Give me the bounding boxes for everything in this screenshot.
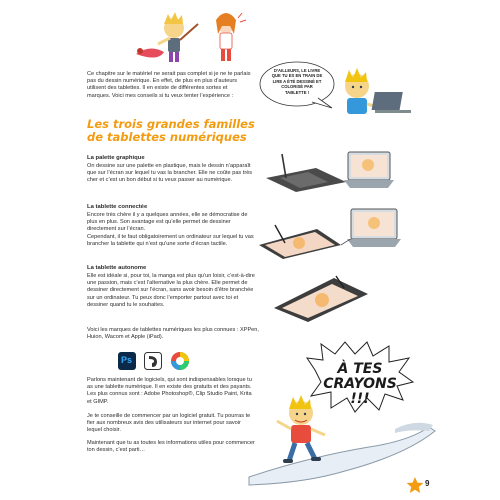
palette-text: On dessine sur une palette en plastique, mais le dessin n’apparaît que sur l’écran sur lequel tu vas la brancher. Elle ne coûte pas très cher et c’est un bon début si tu veux passer au numérique. xyxy=(87,163,253,184)
connectee-title: La tablette connectée xyxy=(87,204,148,210)
advice-text: Je te conseille de commencer par un logiciel gratuit. Tu pourras te fier aux nombreux avis des utilisateurs sur internet pour savoir lequel choisir. xyxy=(87,413,251,434)
crayons-bubble-text: À TES CRAYONS !!! xyxy=(323,361,397,407)
top-characters-illustration xyxy=(130,8,260,73)
krita-icon xyxy=(170,351,190,371)
section-title-line-1: Les trois grandes familles xyxy=(87,117,255,131)
software-text: Parlons maintenant de logiciels, qui sont indispensables lorsque tu as une tablette numérique. Il en existe des gratuits et des payants. Les plus connus sont : Adobe Photoshop®, Clip Studio Paint, Krita et GIMP. xyxy=(87,377,252,405)
section-title-line-2: de tablettes numériques xyxy=(87,130,247,144)
connected-tablet-illustration xyxy=(255,205,405,260)
closing-text: Maintenant que tu as toutes les informations utiles pour commencer ton dessin, c’est parti… xyxy=(87,440,255,454)
page-number-badge xyxy=(406,476,434,496)
star-icon xyxy=(406,476,424,494)
graphic-tablet-illustration xyxy=(262,148,402,198)
palette-title: La palette graphique xyxy=(87,155,145,161)
boy-with-laptop-illustration xyxy=(335,68,415,123)
autonome-text: Elle est idéale si, pour toi, la manga est plus qu’un loisir, c’est-à-dire une passion, mais c’est l’alternative la plus chère. Elle permet de dessiner directement sur l’écran, sans avoir besoin d’être branchée sur un ordinateur. Tu peux donc l’emporter partout avec toi et dessiner quand tu le souhaites. xyxy=(87,273,255,308)
speech-bubble-text: D’AILLEURS, LE LIVRE QUE TU ES EN TRAIN DE LIRE A ÉTÉ DESSINÉ ET COLORISÉ PAR TABLETTE ! xyxy=(271,68,323,95)
software-icons xyxy=(118,350,198,372)
autonome-title: La tablette autonome xyxy=(87,265,147,271)
speech-bubble xyxy=(258,60,336,112)
section-title xyxy=(87,118,267,144)
connectee-text-1: Encore très chère il y a quelques années, elle se démocratise de plus en plus. Son avantage est qu’elle permet de dessiner directement sur l’écran. xyxy=(87,212,248,233)
intro-paragraph: Ce chapitre sur le matériel ne serait pas complet si je ne te parlais pas du dessin numérique. En effet, de plus en plus d’auteurs utilisent des tablettes. Il en existe de différentes sortes et marques. Voici mes conseils si tu veux tenter l’expérience : xyxy=(87,71,251,99)
photoshop-icon: Ps xyxy=(118,352,136,370)
standalone-tablet-illustration xyxy=(268,268,378,323)
clip-studio-icon xyxy=(144,352,162,370)
connectee-text-2: Cependant, il te faut obligatoirement un ordinateur sur lequel tu vas brancher la tablette qui n’est qu’une sorte d’écran tactile. xyxy=(87,234,254,248)
page-number: 9 xyxy=(425,479,430,488)
brands-text: Voici les marques de tablettes numériques les plus connues : XPPen, Huion, Wacom et Apple (iPad). xyxy=(87,327,259,341)
